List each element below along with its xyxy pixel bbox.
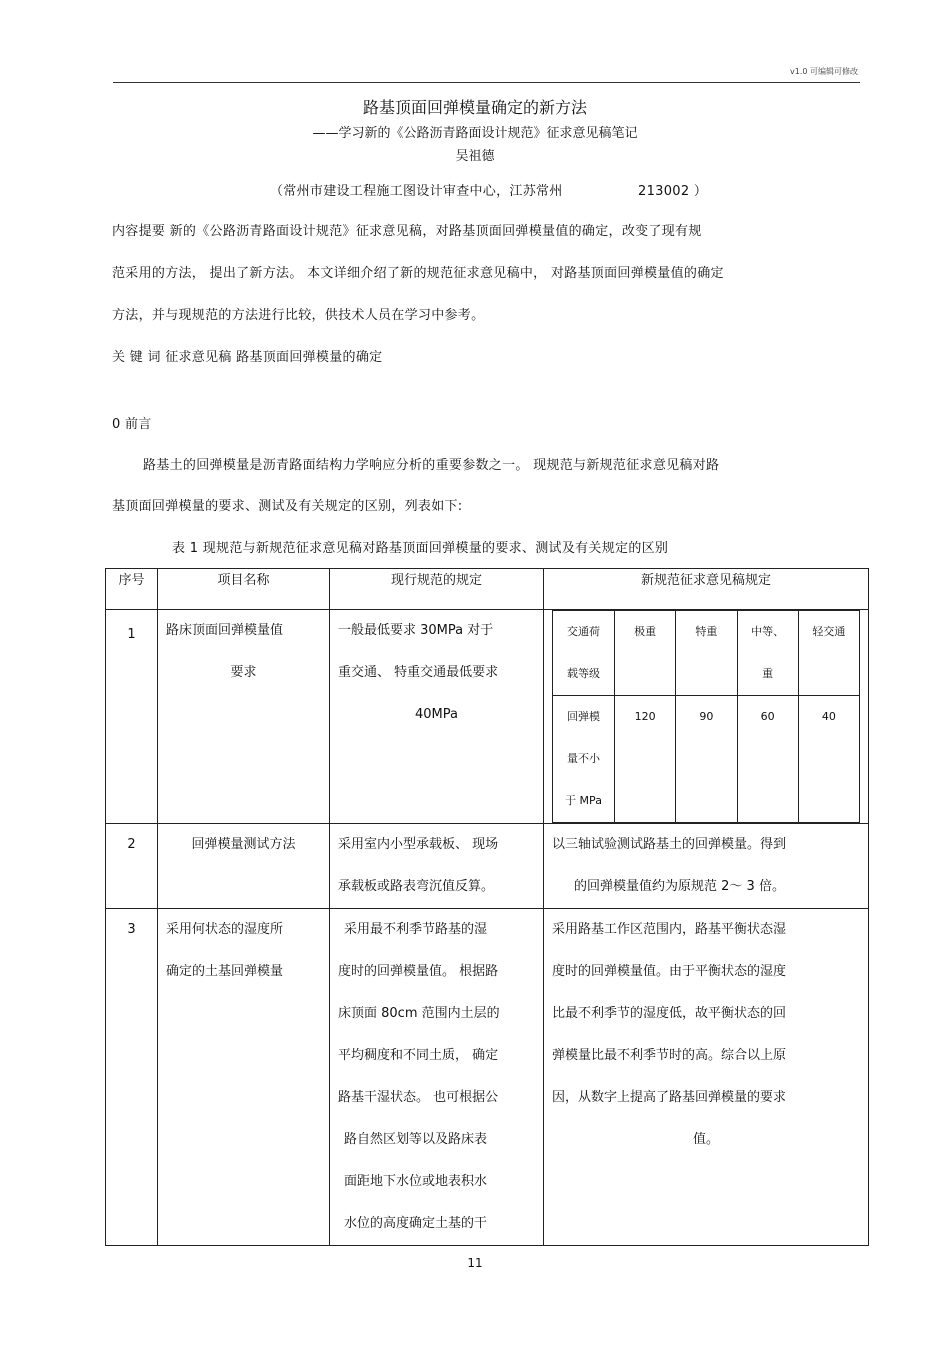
- document-title: 路基顶面回弹模量确定的新方法: [362, 98, 587, 117]
- intro-paragraph-line-1: 路基土的回弹模量是沥青路面结构力学响应分析的重要参数之一。 现规范与新规范征求意见稿对路: [143, 458, 720, 473]
- current-spec-line: 面距地下水位或地表积水: [344, 1174, 488, 1189]
- modulus-label: 回弹模: [567, 710, 600, 723]
- modulus-value: 60: [737, 696, 798, 823]
- header-current-spec: 现行规范的规定: [330, 569, 544, 610]
- current-spec-line: 采用室内小型承载板、 现场: [338, 837, 499, 852]
- modulus-row: [553, 696, 860, 823]
- traffic-level-medium-heavy: 中等、: [751, 625, 785, 638]
- table-header-row: [106, 569, 869, 610]
- traffic-level-very-heavy: 特重: [676, 611, 737, 696]
- current-spec-line: 度时的回弹模量值。 根据路: [338, 964, 499, 979]
- new-spec: [544, 824, 868, 908]
- traffic-level-light: 轻交通: [798, 611, 859, 696]
- modulus-value: 40: [798, 696, 859, 823]
- table-row: [106, 909, 869, 1246]
- version-tag: v1.0 可编辑可修改: [790, 67, 858, 76]
- row-number: 2: [127, 837, 136, 852]
- item-name-line: 采用何状态的湿度所: [166, 922, 284, 937]
- new-spec-line: 度时的回弹模量值。由于平衡状态的湿度: [552, 964, 787, 979]
- current-spec: [330, 824, 543, 908]
- abstract-line-3: 方法，并与现规范的方法进行比较，供技术人员在学习中参考。: [112, 308, 485, 323]
- section-heading: 0 前言: [112, 417, 152, 432]
- current-spec-line: 水位的高度确定土基的干: [344, 1216, 488, 1231]
- current-spec-line: 平均稠度和不同土质， 确定: [338, 1048, 499, 1063]
- row-number: 3: [127, 922, 136, 937]
- modulus-label: 量不小: [567, 752, 600, 765]
- current-spec-line: 采用最不利季节路基的湿: [344, 922, 488, 937]
- current-spec-line: 路基干湿状态。 也可根据公: [338, 1090, 499, 1105]
- table-caption: 表 1 现规范与新规范征求意见稿对路基顶面回弹模量的要求、测试及有关规定的区别: [172, 541, 669, 556]
- table-row: [106, 610, 869, 824]
- new-spec-line: 值。: [692, 1132, 719, 1147]
- page-number: 11: [467, 1256, 483, 1270]
- item-name: [158, 610, 329, 694]
- modulus-label: 于 MPa: [565, 794, 602, 807]
- header-no: 序号: [106, 569, 158, 610]
- postcode: 213002 ）: [638, 184, 708, 199]
- current-spec: [330, 610, 543, 736]
- abstract-line-2: 范采用的方法， 提出了新方法。 本文详细介绍了新的规范征求意见稿中， 对路基顶面回弹模量值的确定: [112, 266, 724, 281]
- author: 吴祖德: [455, 149, 495, 164]
- new-spec-line: 因，从数字上提高了路基回弹模量的要求: [552, 1090, 787, 1105]
- header-divider: [113, 82, 860, 83]
- affiliation: （常州市建设工程施工图设计审查中心，江苏常州: [270, 184, 563, 199]
- current-spec-line: 重交通、 特重交通最低要求: [338, 665, 499, 680]
- row-number: 1: [127, 627, 136, 642]
- new-spec-line: 的回弹模量值约为原规范 2～ 3 倍。: [574, 879, 785, 894]
- new-spec: [544, 909, 868, 1161]
- new-spec-line: 采用路基工作区范围内，路基平衡状态湿: [552, 922, 787, 937]
- new-spec-line: 弹模量比最不利季节时的高。综合以上原: [552, 1048, 787, 1063]
- traffic-level-table: [552, 610, 860, 823]
- traffic-level-label: 载等级: [567, 667, 600, 680]
- header-item-name: 项目名称: [158, 569, 330, 610]
- current-spec: [330, 909, 543, 1245]
- item-name: 回弹模量测试方法: [191, 837, 296, 852]
- comparison-table: [105, 568, 869, 1246]
- modulus-value: 90: [676, 696, 737, 823]
- traffic-level-label: 交通荷: [567, 625, 600, 638]
- keywords: 关 键 词 征求意见稿 路基顶面回弹模量的确定: [112, 350, 383, 365]
- modulus-value: 120: [615, 696, 676, 823]
- current-spec-line: 床顶面 80cm 范围内土层的: [338, 1006, 500, 1021]
- traffic-level-row: [553, 611, 860, 696]
- item-name: [158, 909, 329, 993]
- table-row: [106, 824, 869, 909]
- current-spec-line: 一般最低要求 30MPa 对于: [338, 623, 494, 638]
- current-spec-line: 40MPa: [415, 707, 458, 722]
- current-spec-line: 路自然区划等以及路床表: [344, 1132, 488, 1147]
- header-new-spec: 新规范征求意见稿规定: [544, 569, 869, 610]
- new-spec-line: 比最不利季节的湿度低，故平衡状态的回: [552, 1006, 787, 1021]
- traffic-level-extreme: 极重: [615, 611, 676, 696]
- intro-paragraph-line-2: 基顶面回弹模量的要求、测试及有关规定的区别，列表如下:: [112, 499, 463, 514]
- traffic-level-medium-heavy: 重: [762, 667, 774, 680]
- item-name-line: 路床顶面回弹模量值: [166, 623, 284, 638]
- abstract-line-1: 内容提要 新的《公路沥青路面设计规范》征求意见稿，对路基顶面回弹模量值的确定，改变了现有规: [112, 224, 702, 239]
- item-name-line: 要求: [230, 665, 257, 680]
- new-spec-line: 以三轴试验测试路基土的回弹模量。得到: [552, 837, 787, 852]
- document-subtitle: ——学习新的《公路沥青路面设计规范》征求意见稿笔记: [312, 126, 638, 141]
- current-spec-line: 承载板或路表弯沉值反算。: [338, 879, 495, 894]
- item-name-line: 确定的土基回弹模量: [166, 964, 284, 979]
